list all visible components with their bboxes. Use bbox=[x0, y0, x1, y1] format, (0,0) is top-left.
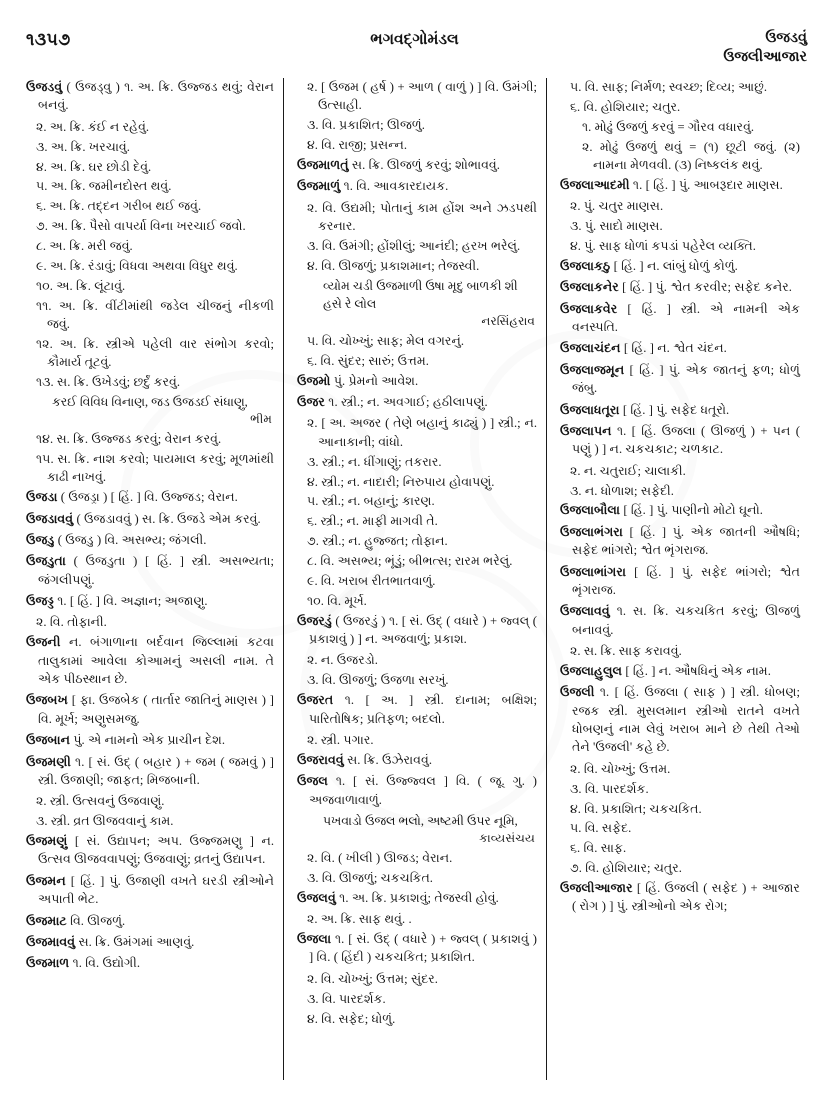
entry-sense: ૫. વિ. સફેદ. bbox=[569, 821, 632, 836]
dictionary-entry: ઉજડુ ( ઉજડુ ) વિ. અસભ્ય; જંગલી. bbox=[26, 532, 207, 547]
dictionary-entry: ઉજમાળું ૧. વિ. આવકારદાયક. bbox=[296, 179, 449, 194]
dictionary-entry: ઉજબાન પું. એ નામનો એક પ્રાચીન દેશ. bbox=[26, 733, 225, 748]
entry-sense: ૪. સ્ત્રી.; ન. નાદારી; નિરુપાય હોવાપણું. bbox=[306, 474, 495, 489]
headword: ઉજલા bbox=[296, 932, 332, 947]
entry-sense: ૬. સ્ત્રી.; ન. માફી માગવી તે. bbox=[306, 514, 438, 529]
entry-sense: ૫. અ. ક્રિ. જમીનદોસ્ત થવું. bbox=[36, 179, 172, 194]
entry-sense: ૨. વિ. ઉદ્યમી; પોતાનું કામ હોંશ અને ઝડપથી કરનાર. bbox=[306, 200, 537, 234]
entry-sense: ૮. વિ. અસભ્ય; ભૂંડું; બીભત્સ; રારમ ભરેલું. bbox=[306, 554, 513, 569]
headword: ઉજમાળ bbox=[26, 956, 70, 971]
headword: ઉજલાપન bbox=[559, 423, 612, 438]
headword: ઉજલાબૌલા bbox=[559, 503, 620, 518]
entry-sense: ૭. અ. ક્રિ. પૈસો વાપર્યા વિના ખરચાઈ જવો. bbox=[36, 219, 246, 234]
dictionary-entry: ઉજડુતા ( ઉજડુતા ) [ હિં. ] સ્ત્રી. અસભ્યતા; જંગલીપણું. bbox=[26, 554, 274, 587]
headword: ઉજલાકનેર bbox=[559, 280, 619, 295]
headword: ઉજલાવવું bbox=[559, 604, 610, 619]
headword: ઉજમણી bbox=[26, 754, 71, 769]
dictionary-entry: ઉજલા ૧. [ સં. ઉદ્ ( વધારે ) + જ્વલ્ ( પ્રકાશવું ) ] વિ. ( હિંદી ) ચકચકિત; પ્રકાશિત. bbox=[296, 932, 537, 965]
quotation: વ્યોમ ચડી ઉજમાળી ઉષા મૃદુ બાળકી શી હસે રે લોલ bbox=[322, 278, 518, 311]
entry-sense: ૨. વિ. ( ખીલી ) ઊજડ; વેરાન. bbox=[306, 851, 453, 866]
entry-sense: ૧૩. સ. ક્રિ. ઉખેડવું; છર્દું કરવું. bbox=[36, 375, 180, 390]
headword: ઉજલવું bbox=[296, 890, 336, 905]
headword: ઉજલાભંગરા bbox=[559, 524, 623, 539]
entry-sense: ૩. ન. ધોળાશ; સફેદી. bbox=[569, 483, 674, 498]
guide-word-last: ઉજલીઆજાર bbox=[723, 49, 807, 66]
dictionary-entry: ઉજલાબૌલા [ હિં. ] પું. પાણીનો મોટો ઘૂનો. bbox=[559, 503, 763, 518]
entry-sense: ૩. વિ. ઉમંગી; હોંશીલું; આનંદી; હરખ ભરેલું. bbox=[306, 239, 521, 253]
dictionary-entry: ઉજમાટ વિ. ઊજળું. bbox=[26, 913, 126, 928]
dictionary-entry: ઉજડવું ( ઉજડ્વુ ) ૧. અ. ક્રિ. ઉજ્જડ થવું; વેરાન બનવું. bbox=[26, 80, 274, 113]
headword: ઉજલાજમૂન bbox=[559, 362, 625, 377]
dictionary-entry: ઉજલાચંદન [ હિં. ] ન. શ્વેત ચંદન. bbox=[559, 341, 727, 356]
entry-sense: ૨. સ્ત્રી. ઉત્સવનું ઉજવાણું. bbox=[36, 794, 165, 809]
dictionary-entry: ઉજમણું [ સં. ઉદ્યાપન; અપ. ઉજ્જમણુ ] ન. ઉત્સવ ઊજવવાપણું; ઉજવાણું; વ્રતનું ઉદ્યાપન. bbox=[26, 834, 274, 867]
headword: ઉજમણું bbox=[26, 834, 68, 849]
entry-sense: ૧૨. અ. ક્રિ. સ્ત્રીએ પહેલી વાર સંભોગ કરવો; કૌમાર્ય તૂટવું. bbox=[36, 336, 274, 370]
headword: ઉજલાભાંગરા bbox=[559, 564, 626, 579]
dictionary-entry: ઉજમાવવું સ. ક્રિ. ઉમંગમાં આણવું. bbox=[26, 934, 195, 949]
headword: ઉજલીઆજાર bbox=[559, 881, 633, 895]
entry-sense: ૯. અ. ક્રિ. રંડાવું; વિધવા અથવા વિધુર થવું. bbox=[36, 258, 238, 273]
dictionary-entry: ઉજલી ૧. [ હિં. ઉજલા ( સાફ ) ] સ્ત્રી. ધોબણ; રજક સ્ત્રી. મુસલમાન સ્ત્રીઓ રાતને વખતે ધોબણનું નામ લેવું ખરાબ માને છે તેથી તેઓ તેને 'ઉજલી' કહે છે. bbox=[559, 685, 800, 755]
entry-sense: ૨. વિ. ચોખ્ખું; ઉત્તમ; સુંદર. bbox=[306, 971, 438, 986]
dictionary-entry: ઉજલાપન ૧. [ હિં. ઉજલા ( ઊજળું ) + પન ( પણું ) ] ન. ચકચકાટ; ચળકાટ. bbox=[559, 423, 800, 457]
quotation: પખવાડો ઉજલ ભલો, અષ્ટમી ઉપર નૂમિ, bbox=[322, 813, 518, 828]
headword: ઉજલાધતૂરા bbox=[559, 402, 620, 417]
column-1 bbox=[20, 78, 283, 1080]
entry-sense: ૭. સ્ત્રી.; ન. હુજ્જત; તોફાન. bbox=[306, 534, 448, 549]
entry-sense: ૩. વિ. ઊજળું; ઉજળા સરખું. bbox=[306, 673, 449, 688]
headword: ઉજમાળું bbox=[296, 179, 341, 194]
dictionary-entry: ઉજડાવવું ( ઉજડાવવું ) સ. ક્રિ. ઉજડે એમ કરવું. bbox=[26, 511, 261, 526]
dictionary-entry: ઉજમાળ ૧. વિ. ઉદ્યોગી. bbox=[26, 956, 140, 971]
entry-sense: ૪. અ. ક્રિ. ઘર છોડી દેવું. bbox=[36, 159, 152, 174]
entry-sense: ૧૦. અ. ક્રિ. લૂંટાવું. bbox=[36, 278, 126, 293]
dictionary-entry: ઉજરાવવું સ. ક્રિ. ઉઝેરાવવું. bbox=[296, 752, 432, 767]
entry-sense: ૮. અ. ક્રિ. મરી જવું. bbox=[36, 239, 133, 253]
entry-sense: ૨. અ. ક્રિ. સાફ થવું. . bbox=[306, 912, 412, 927]
entry-sense: ૩. સ્ત્રી.; ન. ધીંગાણું; તકરાર. bbox=[306, 454, 442, 469]
quotation-attribution: નરસિંહરાવ bbox=[481, 313, 535, 328]
dictionary-entry: ઉજની ન. બંગાળાના બર્દવાન જિલ્લામાં કટવા તાલુકામાં આવેલા કોઆમનું અસલી નામ. તે એક પીઠસ્થાન છે. bbox=[26, 635, 274, 687]
entry-sense: ૩. પું. સાદો માણસ. bbox=[569, 219, 663, 234]
page-number: ૧૩૫૭ bbox=[26, 30, 71, 49]
headword: ઉજરાવવું bbox=[296, 752, 344, 767]
guide-words bbox=[723, 29, 807, 67]
entry-sense: ૧૧. અ. ક્રિ. વીંટીમાંથી જડેલ ચીજનું નીકળી જવું. bbox=[36, 298, 274, 331]
entry-sense: ૫. વિ. સાફ; નિર્મળ; સ્વચ્છ; દિવ્ય; આછું. bbox=[569, 80, 768, 94]
headword: ઉજરડું bbox=[296, 613, 332, 628]
dictionary-entry: ઉજરડું ( ઉજરડું ) ૧. [ સં. ઉદ્ ( વધારે ) + જ્વલ્ ( પ્રકાશવું ) ] ન. અજવાળું; પ્રકાશ. bbox=[296, 613, 537, 647]
entry-sense: ૨. પું. ચતુર માણસ. bbox=[569, 199, 664, 214]
entry-sense: ૩. સ્ત્રી. વ્રત ઊજવવાનું કામ. bbox=[36, 814, 174, 829]
entry-sense: ૬. અ. ક્રિ. તદ્દન ગરીબ થઈ જવું. bbox=[36, 199, 202, 214]
dictionary-entry: ઉજલાઆદમી ૧. [ હિં. ] પું. આબરૂદાર માણસ. bbox=[559, 177, 783, 192]
entry-sense: ૩. વિ. પારદર્શક. bbox=[306, 991, 386, 1006]
entry-sense: ૧૪. સ. ક્રિ. ઉજ્જડ કરવું; વેરાન કરવું. bbox=[36, 432, 222, 447]
entry-sense: ૧૦. વિ. મૂર્ખ. bbox=[306, 593, 367, 608]
headword: ઉજની bbox=[26, 635, 61, 650]
headword: ઉજમો bbox=[296, 373, 331, 388]
dictionary-entry: ઉજલાભાંગરા [ હિં. ] પું. સફેદ ભાંગરો; શ્વેત ભૃંગરાજ. bbox=[559, 564, 800, 597]
quotation-attribution: કાવ્યસંચય bbox=[479, 831, 535, 846]
dictionary-entry: ઉજડ્ડ ૧. [ હિં. ] વિ. અજ્ઞાન; અજાણુ. bbox=[26, 594, 208, 609]
headword: ઉજલાકઠુ bbox=[559, 258, 611, 273]
headword: ઉજલ bbox=[296, 774, 328, 789]
dictionary-entry: ઉજમાળતું સ. ક્રિ. ઊજળું કરવું; શોભાવવું. bbox=[296, 158, 500, 172]
dictionary-entry: ઉજલ ૧. [ સં. ઉજ્જ્વલ ] વિ. ( જૂ. ગુ. ) અજવાળાવાળું. bbox=[296, 774, 537, 807]
dictionary-entry: ઉજલવું ૧. અ. ક્રિ. પ્રકાશવું; તેજસ્વી હોવું. bbox=[296, 890, 499, 905]
dictionary-entry: ઉજલાકઠુ [ હિં. ] ન. લાંબું ધોળું કોળું. bbox=[559, 258, 738, 273]
column-container bbox=[20, 78, 809, 1080]
headword: ઉજબાન bbox=[26, 733, 71, 748]
headword: ઉજડા bbox=[26, 490, 58, 505]
headword: ઉજમાળતું bbox=[296, 158, 349, 172]
entry-sense: ૨. [ ઉજમ ( હર્ષ ) + આળ ( વાળું ) ] વિ. ઉમંગી; ઉત્સાહી. bbox=[306, 80, 537, 113]
headword: ઉજડુ bbox=[26, 532, 55, 547]
book-title: ભગવદ્ગોમંડલ bbox=[370, 31, 459, 48]
entry-sense: ૨. સ. ક્રિ. સાફ કરાવવું. bbox=[569, 644, 682, 658]
headword: ઉજડાવવું bbox=[26, 511, 74, 526]
entry-subsense: ૨. મોઢું ઉજળું થવું = (૧) છૂટી જવું. (૨) નામના મેળવવી. (૩) નિષ્કલંક થવું. bbox=[581, 139, 800, 172]
entry-sense: ૩. વિ. ઊજળું; ચકચકિત. bbox=[306, 870, 433, 885]
headword: ઉજમાટ bbox=[26, 913, 67, 928]
dictionary-entry: ઉજલાવવું ૧. સ. ક્રિ. ચકચકિત કરવું; ઊજળું બનાવવું. bbox=[559, 604, 800, 637]
entry-sense: ૧૫. સ. ક્રિ. નાશ કરવો; પાયમાલ કરવું; મૂળમાંથી કાઢી નાખવું. bbox=[36, 451, 274, 485]
guide-word-first: ઉજડવું bbox=[765, 30, 807, 46]
entry-sense: ૨. ન. ચતુરાઈ; ચાલાકી. bbox=[569, 463, 686, 478]
dictionary-entry: ઉજડા ( ઉજડ્રા ) [ હિં. ] વિ. ઉજ્જડ; વેરાન. bbox=[26, 490, 238, 505]
quotation-attribution: ભીમ bbox=[250, 412, 272, 427]
entry-sense: ૩. અ. ક્રિ. ખરચાવું. bbox=[36, 139, 130, 154]
dictionary-entry: ઉજમો પું. પ્રેમનો આવેશ. bbox=[296, 373, 419, 388]
headword: ઉજલાકવેર bbox=[559, 301, 618, 316]
column-3 bbox=[546, 78, 809, 1080]
entry-sense: ૪. વિ. પ્રકાશિત; ચકચકિત. bbox=[569, 801, 702, 816]
headword: ઉજમન bbox=[26, 873, 66, 888]
dictionary-entry: ઉજર ૧. સ્ત્રી.; ન. અવગાઈ; હઠીલાપણું. bbox=[296, 395, 488, 410]
entry-sense: ૩. વિ. પ્રકાશિત; ઊજળું. bbox=[306, 118, 425, 133]
dictionary-entry: ઉજમન [ હિં. ] પું. ઉજાણી વખતે ઘરડી સ્ત્રીઓને અપાતી ભેટ. bbox=[26, 873, 274, 907]
entry-sense: ૨. ન. ઉજરડો. bbox=[306, 653, 378, 668]
entry-subsense: ૧. મોઢું ઉજળું કરવું = ગૌરવ વધારવું. bbox=[581, 119, 755, 134]
entry-sense: ૪. પું. સાફ ધોળાં કપડાં પહેરેલ વ્યક્તિ. bbox=[569, 239, 756, 253]
entry-sense: ૨. વિ. તોફાની. bbox=[36, 615, 107, 630]
headword: ઉજડ્ડ bbox=[26, 594, 54, 609]
headword: ઉજલી bbox=[559, 685, 595, 700]
quotation: કરઈ વિવિધ વિનાણ, જડ ઉજડઈ સંધાણુ, bbox=[52, 395, 248, 409]
entry-sense: ૨. સ્ત્રી. પગાર. bbox=[306, 732, 374, 747]
entry-sense: ૭. વિ. હોશિયાર; ચતુર. bbox=[569, 861, 682, 876]
dictionary-entry: ઉજબખ [ ફા. ઉજબેક ( તાર્તાર જાતિનું માણસ ) ] વિ. મૂર્ખ; અણુસમજુ. bbox=[26, 693, 274, 726]
headword: ઉજમાવવું bbox=[26, 934, 76, 949]
dictionary-entry: ઉજલાજમૂન [ હિં. ] પું. એક જાતનું ફળ; ધોળું જંબુ. bbox=[559, 362, 800, 396]
headword: ઉજલાહુલુલ bbox=[559, 663, 623, 678]
dictionary-entry: ઉજલાધતૂરા [ હિં. ] પું. સફેદ ધતૂરો. bbox=[559, 402, 730, 417]
dictionary-entry: ઉજલાકવેર [ હિં. ] સ્ત્રી. એ નામની એક વનસ્પતિ. bbox=[559, 301, 800, 334]
entry-sense: ૬. વિ. સુંદર; સારું; ઉત્તમ. bbox=[306, 353, 429, 368]
entry-sense: ૬. વિ. સાફ. bbox=[569, 841, 627, 856]
headword: ઉજબખ bbox=[26, 693, 68, 708]
dictionary-entry: ઉજલાહુલુલ [ હિં. ] ન. ઔષધિનું એક નામ. bbox=[559, 663, 771, 678]
entry-sense: ૪. વિ. સફેદ; ધોળું. bbox=[306, 1011, 396, 1026]
dictionary-entry: ઉજરત ૧. [ અ. ] સ્ત્રી. દાનામ; બક્ષિશ; પારિતોષિક; પ્રતિફળ; બદલો. bbox=[296, 693, 537, 726]
entry-sense: ૫. વિ. ચોખ્ખું; સાફ; મેલ વગરનું. bbox=[306, 333, 464, 348]
headword: ઉજલાઆદમી bbox=[559, 177, 630, 192]
dictionary-entry: ઉજમણી ૧. [ સં. ઉદ્ ( બહાર ) + જમ ( જમવું ) ] સ્ત્રી. ઉજાણી; જાફત; મિજબાની. bbox=[26, 754, 274, 787]
entry-sense: ૩. વિ. પારદર્શક. bbox=[569, 781, 649, 796]
entry-sense: ૬. વિ. હોશિયાર; ચતુર. bbox=[569, 99, 681, 114]
entry-sense: ૪. વિ. રાજી; પ્રસન્ન. bbox=[306, 138, 408, 153]
entry-sense: ૨. અ. ક્રિ. કંઈ ન રહેવું. bbox=[36, 119, 150, 134]
entry-sense: ૪. વિ. ઊજળું; પ્રકાશમાન; તેજસ્વી. bbox=[306, 258, 480, 273]
entry-sense: ૫. સ્ત્રી.; ન. બહાનું; કારણ. bbox=[306, 494, 435, 509]
headword: ઉજરત bbox=[296, 693, 334, 708]
dictionary-entry: ઉજલીઆજાર [ હિં. ઉજલી ( સફેદ ) + આજાર ( રોગ ) ] પું. સ્ત્રીઓનો એક રોગ; bbox=[559, 881, 800, 914]
entry-sense: ૨. વિ. ચોખ્ખું; ઉત્તમ. bbox=[569, 761, 671, 776]
entry-sense: ૯. વિ. ખરાબ રીતભાતવાળું. bbox=[306, 573, 436, 588]
dictionary-entry: ઉજલાકનેર [ હિં. ] પું. શ્વેત કરવીર; સફેદ કનેર. bbox=[559, 280, 792, 295]
entry-sense: ૨. [ અ. અજર ( તેણે બહાનું કાઢ્યું ) ] સ્ત્રી.; ન. આનાકાની; વાંધો. bbox=[306, 416, 537, 449]
headword: ઉજડુતા bbox=[26, 554, 66, 569]
headword: ઉજડવું bbox=[26, 80, 63, 94]
column-2 bbox=[283, 78, 546, 1080]
dictionary-entry: ઉજલાભંગરા [ હિં. ] પું. એક જાતની ઔષધિ; સફેદ ભાંગરો; શ્વેત ભૃંગરાજ. bbox=[559, 524, 800, 558]
headword: ઉજર bbox=[296, 395, 325, 410]
headword: ઉજલાચંદન bbox=[559, 341, 621, 356]
running-head bbox=[22, 30, 807, 76]
